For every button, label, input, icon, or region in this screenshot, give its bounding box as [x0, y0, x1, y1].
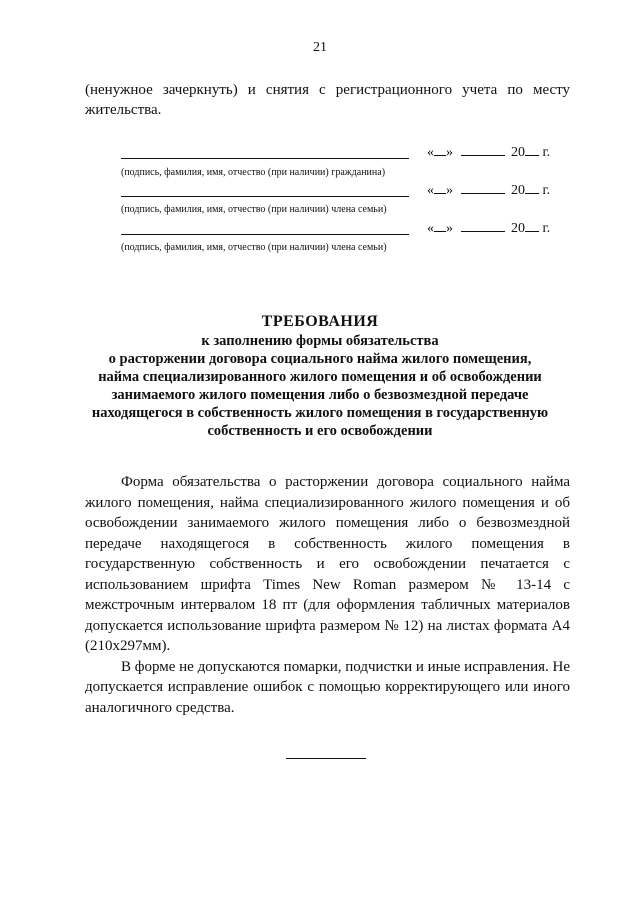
day-blank [434, 192, 446, 194]
signature-line [121, 234, 409, 235]
year-suffix: г. [542, 221, 551, 236]
year-prefix: 20 [511, 145, 525, 160]
date-field [427, 145, 550, 161]
year-prefix: 20 [511, 183, 525, 198]
date-field [427, 221, 550, 237]
intro-text: (ненужное зачеркнуть) и снятия с регистрационного учета по месту жительства. [85, 82, 570, 118]
title-heading: ТРЕБОВАНИЯ [261, 313, 379, 330]
title-line: собственность и его освобождении [207, 423, 433, 439]
year-prefix: 20 [511, 221, 525, 236]
year-suffix: г. [542, 183, 551, 198]
signature-caption: (подпись, фамилия, имя, отчество (при наличии) члена семьи) [121, 204, 387, 215]
title-line: находящегося в собственность жилого помещения в государственную [91, 405, 549, 421]
date-open-quote: « [427, 183, 434, 198]
signature-line [121, 196, 409, 197]
year-blank [525, 154, 539, 156]
signature-caption: (подпись, фамилия, имя, отчество (при наличии) гражданина) [121, 167, 386, 178]
date-close-quote: » [446, 183, 453, 198]
year-blank [525, 192, 539, 194]
signature-row [121, 181, 561, 199]
date-close-quote: » [446, 221, 453, 236]
requirements-title [70, 312, 570, 440]
requirements-body [85, 472, 570, 718]
title-line: найма специализированного жилого помещения и об освобождении [98, 369, 542, 385]
date-open-quote: « [427, 221, 434, 236]
body-paragraph: Форма обязательства о расторжении договора социального найма жилого помещения, найма специализированного жилого помещения и об освобождении занимаемого жилого помещения либо о безвозмездной передаче находящегося в собственность жилого помещения в государственную собственность и его освобождении печатается с использованием шрифта Times New Roman размером № 13-14 с межстрочным интервалом 18 пт (для оформления табличных материалов допускается использование шрифта размером № 12) на листах формата А4 (210х297мм). [85, 474, 570, 654]
month-blank [461, 192, 505, 194]
signature-row [121, 219, 561, 237]
date-close-quote: » [446, 145, 453, 160]
title-line: о расторжении договора социального найма жилого помещения, [108, 351, 532, 367]
title-line: занимаемого жилого помещения либо о безвозмездной передаче [111, 387, 529, 403]
page-number: 21 [313, 40, 327, 55]
signature-row [121, 143, 561, 161]
date-field [427, 183, 550, 199]
month-blank [461, 154, 505, 156]
year-blank [525, 230, 539, 232]
title-line: к заполнению формы обязательства [201, 333, 439, 349]
day-blank [434, 230, 446, 232]
day-blank [434, 154, 446, 156]
date-open-quote: « [427, 145, 434, 160]
signature-line [121, 158, 409, 159]
signature-caption: (подпись, фамилия, имя, отчество (при наличии) члена семьи) [121, 242, 387, 253]
month-blank [461, 230, 505, 232]
end-divider [286, 758, 366, 759]
year-suffix: г. [542, 145, 551, 160]
body-paragraph: В форме не допускаются помарки, подчистки и иные исправления. Не допускается исправление ошибок с помощью корректирующего или иного аналогичного средства. [85, 658, 571, 716]
